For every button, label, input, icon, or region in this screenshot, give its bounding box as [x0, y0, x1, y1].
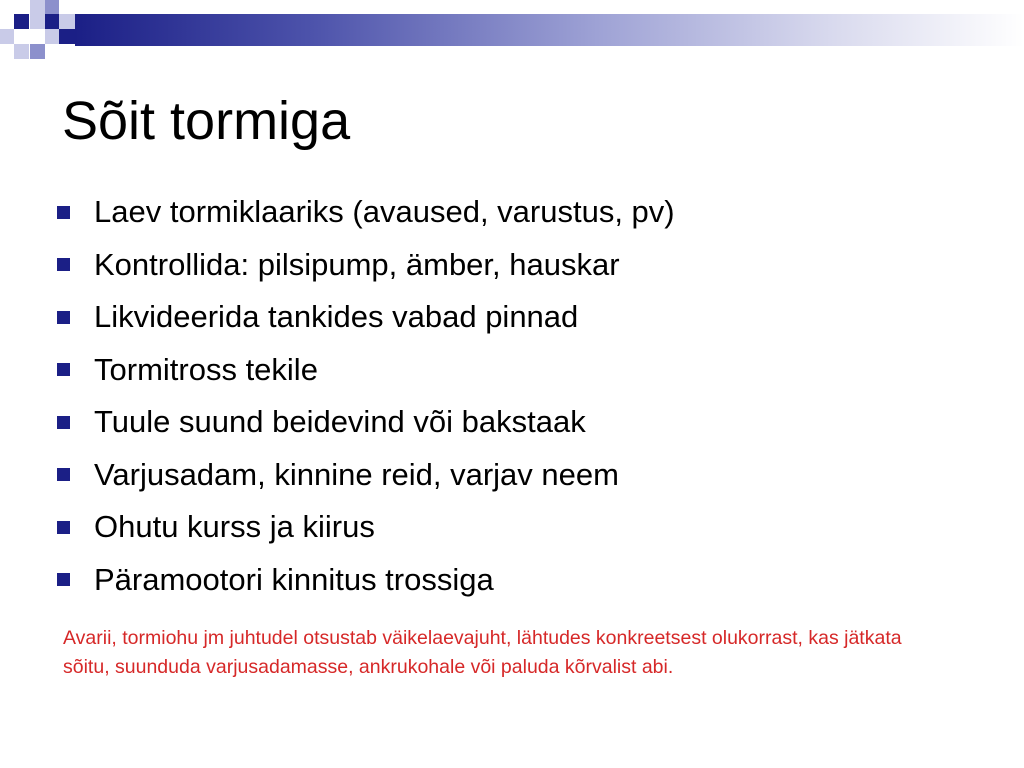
bullet-item: [57, 396, 675, 449]
bullet-item: [57, 291, 675, 344]
decorative-square: [14, 44, 29, 59]
decorative-square: [0, 29, 14, 44]
square-bullet-icon: [57, 521, 70, 534]
square-bullet-icon: [57, 573, 70, 586]
bullet-text: Kontrollida: pilsipump, ämber, hauskar: [94, 246, 620, 282]
bullet-text: Tormitross tekile: [94, 351, 318, 387]
decorative-square: [59, 29, 75, 44]
slide-title: Sõit tormiga: [62, 91, 351, 151]
bullet-text: Ohutu kurss ja kiirus: [94, 509, 375, 545]
bullet-item: [57, 554, 675, 607]
square-bullet-icon: [57, 468, 70, 481]
bullet-item: [57, 501, 675, 554]
square-bullet-icon: [57, 363, 70, 376]
square-bullet-icon: [57, 416, 70, 429]
decorative-square: [14, 14, 29, 29]
square-bullet-icon: [57, 311, 70, 324]
decorative-square: [45, 14, 59, 29]
decorative-square: [30, 14, 45, 29]
bullet-text: Päramootori kinnitus trossiga: [94, 561, 494, 597]
bullet-text: Tuule suund beidevind või bakstaak: [94, 404, 586, 440]
bullet-text: Likvideerida tankides vabad pinnad: [94, 299, 579, 335]
decorative-square: [30, 0, 45, 14]
decorative-square: [45, 0, 59, 14]
bullet-item: [57, 449, 675, 502]
bullet-text: Varjusadam, kinnine reid, varjav neem: [94, 456, 619, 492]
square-bullet-icon: [57, 206, 70, 219]
header-gradient-bar: [75, 14, 1024, 46]
slide-note: Avarii, tormiohu jm juhtudel otsustab väikelaevajuht, lähtudes konkreetsest olukorrast, kas jätkata sõitu, suunduda varjusadamasse, ankrukohale või paluda kõrvalist abi.: [63, 627, 902, 678]
decorative-square: [45, 29, 59, 44]
bullet-item: [57, 344, 675, 397]
bullet-text: Laev tormiklaariks (avaused, varustus, pv): [94, 194, 675, 230]
bullet-item: [57, 239, 675, 292]
square-bullet-icon: [57, 258, 70, 271]
decorative-square: [59, 14, 75, 29]
bullet-list: [57, 186, 675, 606]
bullet-item: [57, 186, 675, 239]
decorative-square: [30, 44, 45, 59]
